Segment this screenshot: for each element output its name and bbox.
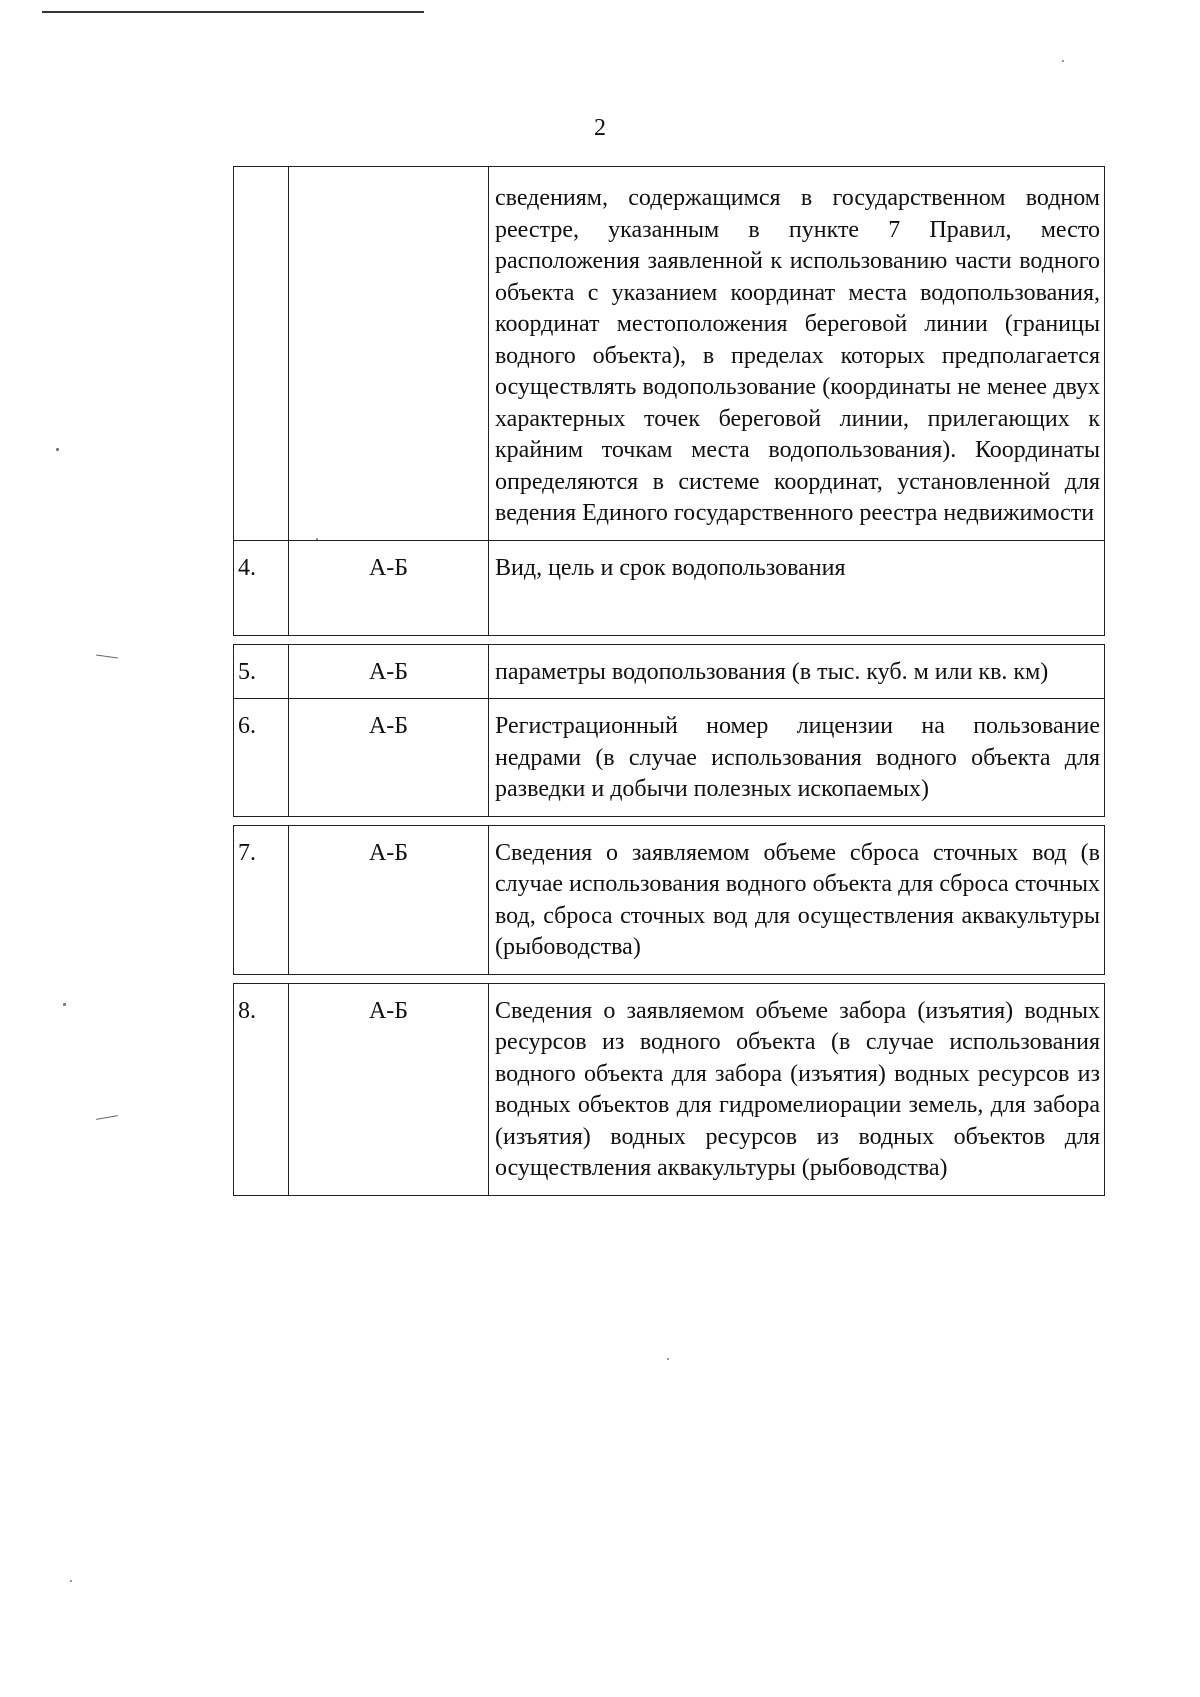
scan-speck xyxy=(70,1580,72,1582)
page-number: 2 xyxy=(594,115,606,141)
row-code: А-Б xyxy=(289,825,489,974)
table-row xyxy=(234,167,1105,541)
row-number xyxy=(234,167,289,541)
scan-speck xyxy=(316,538,318,540)
table-row xyxy=(234,825,1105,974)
table-gap xyxy=(234,974,1105,983)
row-description: Регистрационный номер лицензии на пользование недрами (в случае использования водного объекта для разведки и добычи полезных ископаемых) xyxy=(489,699,1105,817)
row-code: А-Б xyxy=(289,699,489,817)
requirements-table xyxy=(233,166,1105,1196)
row-number: 7. xyxy=(234,825,289,974)
scan-speck xyxy=(63,1003,66,1006)
scan-speck xyxy=(56,448,59,451)
scan-mark xyxy=(96,1115,118,1120)
row-description: Вид, цель и срок водопользования xyxy=(489,540,1105,635)
row-code: А-Б xyxy=(289,644,489,699)
table-gap xyxy=(234,816,1105,825)
row-description: сведениям, содержащимся в государственном водном реестре, указанным в пункте 7 Правил, место расположения заявленной к использованию части водного объекта с указанием координат места водопользования, координат местоположения береговой линии (границы водного объекта), в пределах которых предполагается осуществлять водопользование (координаты не менее двух характерных точек береговой линии, прилегающих к крайним точкам места водопользования). Координаты определяются в системе координат, установленной для ведения Единого государственного реестра недвижимости xyxy=(489,167,1105,541)
row-number: 8. xyxy=(234,983,289,1195)
row-description: Сведения о заявляемом объеме забора (изъятия) водных ресурсов из водного объекта (в случае использования водного объекта для забора (изъятия) водных ресурсов из водных объектов для гидромелиорации земель, для забора (изъятия) водных ресурсов из водных объектов для осуществления аквакультуры (рыбоводства) xyxy=(489,983,1105,1195)
table-row xyxy=(234,644,1105,699)
row-description: параметры водопользования (в тыс. куб. м или кв. км) xyxy=(489,644,1105,699)
row-number: 6. xyxy=(234,699,289,817)
scan-mark xyxy=(96,654,118,658)
table-row xyxy=(234,699,1105,817)
table-gap xyxy=(234,635,1105,644)
table-row xyxy=(234,983,1105,1195)
row-description: Сведения о заявляемом объеме сброса сточных вод (в случае использования водного объекта для сброса сточных вод, сброса сточных вод для осуществления аквакультуры (рыбоводства) xyxy=(489,825,1105,974)
scan-speck xyxy=(1062,60,1064,62)
table-row xyxy=(234,540,1105,635)
row-code: А-Б xyxy=(289,540,489,635)
row-code xyxy=(289,167,489,541)
row-number: 5. xyxy=(234,644,289,699)
row-number: 4. xyxy=(234,540,289,635)
row-code: А-Б xyxy=(289,983,489,1195)
scan-top-rule xyxy=(42,11,424,13)
scan-speck xyxy=(667,1358,669,1360)
